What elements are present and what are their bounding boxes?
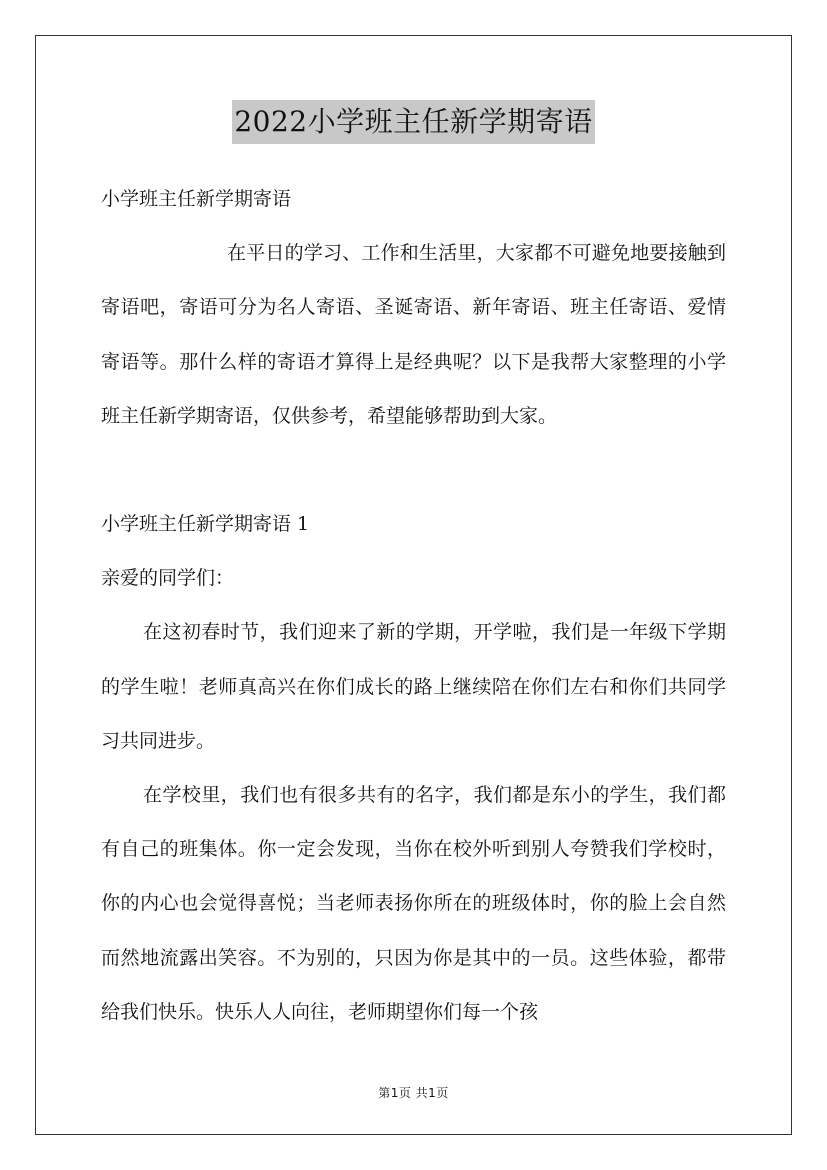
page-footer: 第1页 共1页 <box>378 1086 449 1100</box>
body-paragraph-2[interactable]: 在学校里，我们也有很多共有的名字，我们都是东小的学生，我们都有自己的班集体。你一定会发现，当你在校外听到别人夸赞我们学校时，你的内心也会觉得喜悦；当老师表扬你所在的班级体时，你的脸上会自然而然地流露出笑容。不为别的，只因为你是其中的一员。这些体验，都带给我们快乐。快乐人人向往，老师期望你们每一个孩 <box>101 784 726 1023</box>
document-subtitle[interactable]: 小学班主任新学期寄语 <box>101 188 292 210</box>
title-area <box>0 100 827 144</box>
document-title[interactable]: 2022小学班主任新学期寄语 <box>232 100 594 144</box>
document-body <box>101 172 726 1039</box>
body-paragraph-1[interactable]: 在这初春时节，我们迎来了新的学期，开学啦，我们是一年级下学期的学生啦！老师真高兴在你们成长的路上继续陪在你们左右和你们共同学习共同进步。 <box>101 621 726 752</box>
section-heading[interactable]: 小学班主任新学期寄语 1 <box>101 513 310 536</box>
intro-paragraph[interactable]: 在平日的学习、工作和生活里，大家都不可避免地要接触到寄语吧，寄语可分为名人寄语、圣诞寄语、新年寄语、班主任寄语、爱情寄语等。那什么样的寄语才算得上是经典呢？以下是我帮大家整理的小学班主任新学期寄语，仅供参考，希望能够帮助到大家。 <box>101 242 726 427</box>
paragraph-spacer <box>101 443 726 497</box>
greeting-line[interactable]: 亲爱的同学们： <box>101 567 235 590</box>
